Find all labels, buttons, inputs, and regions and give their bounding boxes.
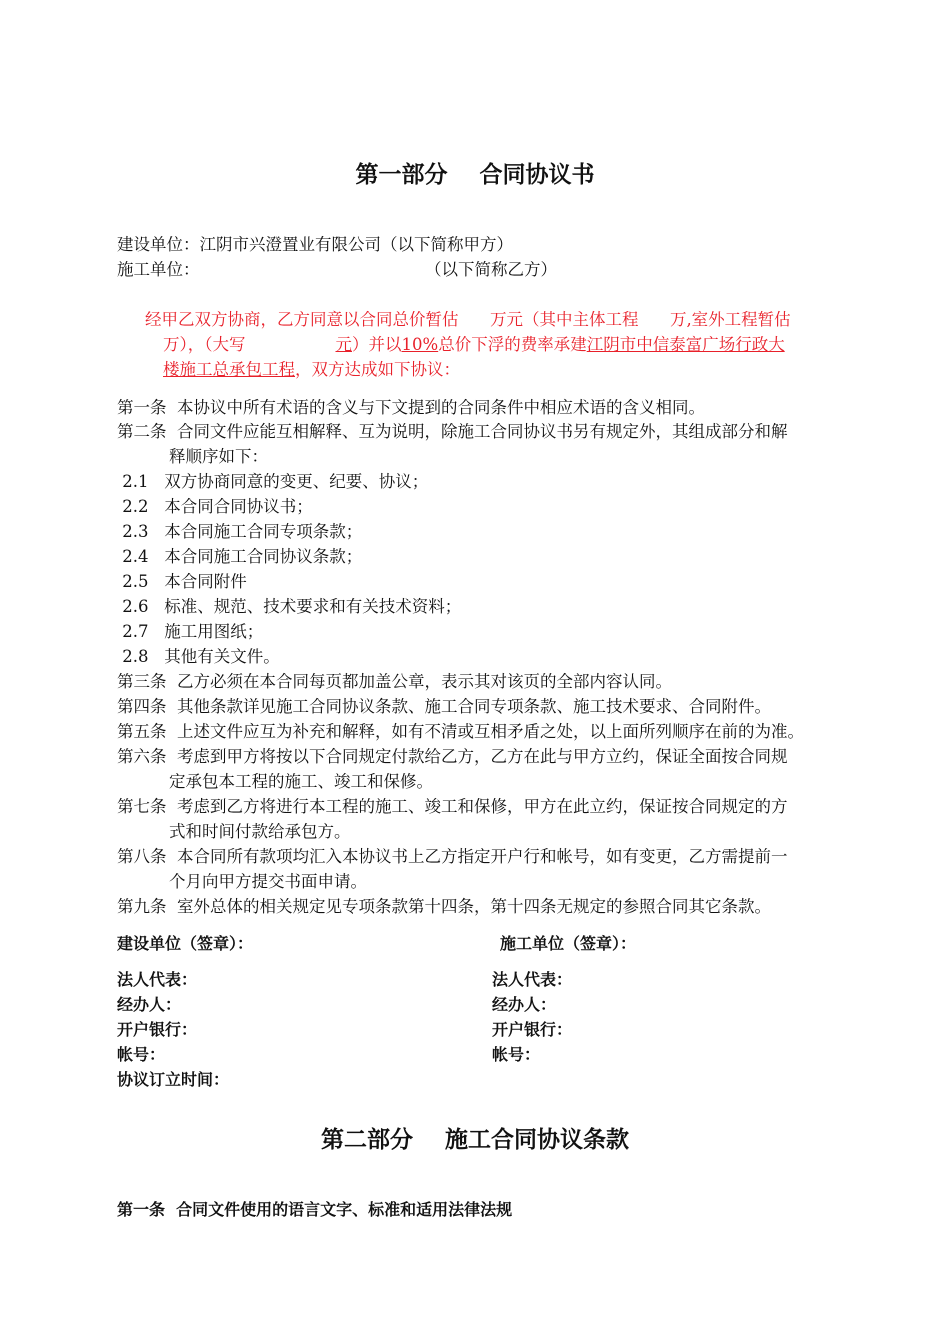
article-6-line-1: 第六条 考虑到甲方将按以下合同规定付款给乙方，乙方在此与甲方立约，保证全面按合同规 <box>117 747 788 766</box>
article-6-line-2: 定承包本工程的施工、竣工和保修。 <box>169 772 433 791</box>
article-8-line-1: 第八条 本合同所有款项均汇入本协议书上乙方指定开户行和帐号，如有变更，乙方需提前一 <box>117 847 788 866</box>
sign-right-account: 帐号： <box>492 1045 541 1064</box>
intro-line-3 <box>163 358 460 382</box>
sign-right-handler: 经办人： <box>492 995 557 1014</box>
article-5: 第五条 上述文件应互为补充和解释，如有不清或互相矛盾之处，以上面所列顺序在前的为准。 <box>117 722 804 741</box>
article-7-line-2: 式和时间付款给承包方。 <box>169 822 351 841</box>
article-2-line-2: 释顺序如下： <box>169 447 268 466</box>
intro-amount-text: 万），（大写 <box>163 335 246 354</box>
item-2-5: 2.5 本合同附件 <box>117 572 247 591</box>
sign-left-account: 帐号： <box>117 1045 166 1064</box>
sign-left-handler: 经办人： <box>117 995 182 1014</box>
sign-right-legal-rep: 法人代表： <box>492 970 573 989</box>
article-4: 第四条 其他条款详见施工合同协议条款、施工合同专项条款、施工技术要求、合同附件。 <box>117 697 771 716</box>
item-2-6: 2.6 标准、规范、技术要求和有关技术资料； <box>117 597 462 616</box>
party-a-line: 建设单位：江阴市兴澄置业有限公司（以下简称甲方） <box>117 235 513 254</box>
sign-left-title: 建设单位（签章）： <box>117 934 254 953</box>
part2-title: 第二部分 施工合同协议条款 <box>320 1127 630 1153</box>
item-2-7: 2.7 施工用图纸； <box>117 622 264 641</box>
article-1: 第一条 本协议中所有术语的含义与下文提到的合同条件中相应术语的含义相同。 <box>117 398 705 417</box>
article-7-line-1: 第七条 考虑到乙方将进行本工程的施工、竣工和保修，甲方在此立约，保证按合同规定的方 <box>117 797 788 816</box>
intro-text-e: 总价下浮的费率承建 <box>438 335 587 354</box>
part2-article-1: 第一条 合同文件使用的语言文字、标准和适用法律法规 <box>117 1200 513 1219</box>
intro-text-end: ，双方达成如下协议： <box>295 360 460 379</box>
intro-project-name-2: 楼施工总承包工程 <box>163 360 295 379</box>
sign-date: 协议订立时间： <box>117 1070 230 1089</box>
intro-line-2 <box>163 333 785 357</box>
intro-line-1: 经甲乙双方协商，乙方同意以合同总价暂估 万元（其中主体工程 万,室外工程暂估 <box>145 310 791 329</box>
item-2-8: 2.8 其他有关文件。 <box>117 647 280 666</box>
intro-yuan: 元 <box>335 335 352 354</box>
sign-right-bank: 开户银行： <box>492 1020 573 1039</box>
item-2-3: 2.3 本合同施工合同专项条款； <box>117 522 363 541</box>
item-2-1: 2.1 双方协商同意的变更、纪要、协议； <box>117 472 429 491</box>
party-b-label: 施工单位： <box>117 260 200 279</box>
article-3: 第三条 乙方必须在本合同每页都加盖公章，表示其对该页的全部内容认同。 <box>117 672 672 691</box>
article-9: 第九条 室外总体的相关规定见专项条款第十四条，第十四条无规定的参照合同其它条款。 <box>117 897 771 916</box>
sign-left-legal-rep: 法人代表： <box>117 970 198 989</box>
party-b-note: （以下简称乙方） <box>425 260 557 279</box>
sign-left-bank: 开户银行： <box>117 1020 198 1039</box>
intro-project-name-1: 江阴市中信泰富广场行政大 <box>586 335 785 354</box>
article-8-line-2: 个月向甲方提交书面申请。 <box>169 872 367 891</box>
sign-right-title: 施工单位（签章）： <box>500 934 637 953</box>
item-2-2: 2.2 本合同合同协议书； <box>117 497 313 516</box>
item-2-4: 2.4 本合同施工合同协议条款； <box>117 547 363 566</box>
article-2-line-1: 第二条 合同文件应能互相解释、互为说明，除施工合同协议书另有规定外，其组成部分和解 <box>117 422 788 441</box>
part1-title: 第一部分 合同协议书 <box>355 162 595 188</box>
intro-text-c: ）并以 <box>352 335 402 354</box>
intro-rate: 10% <box>401 335 439 354</box>
